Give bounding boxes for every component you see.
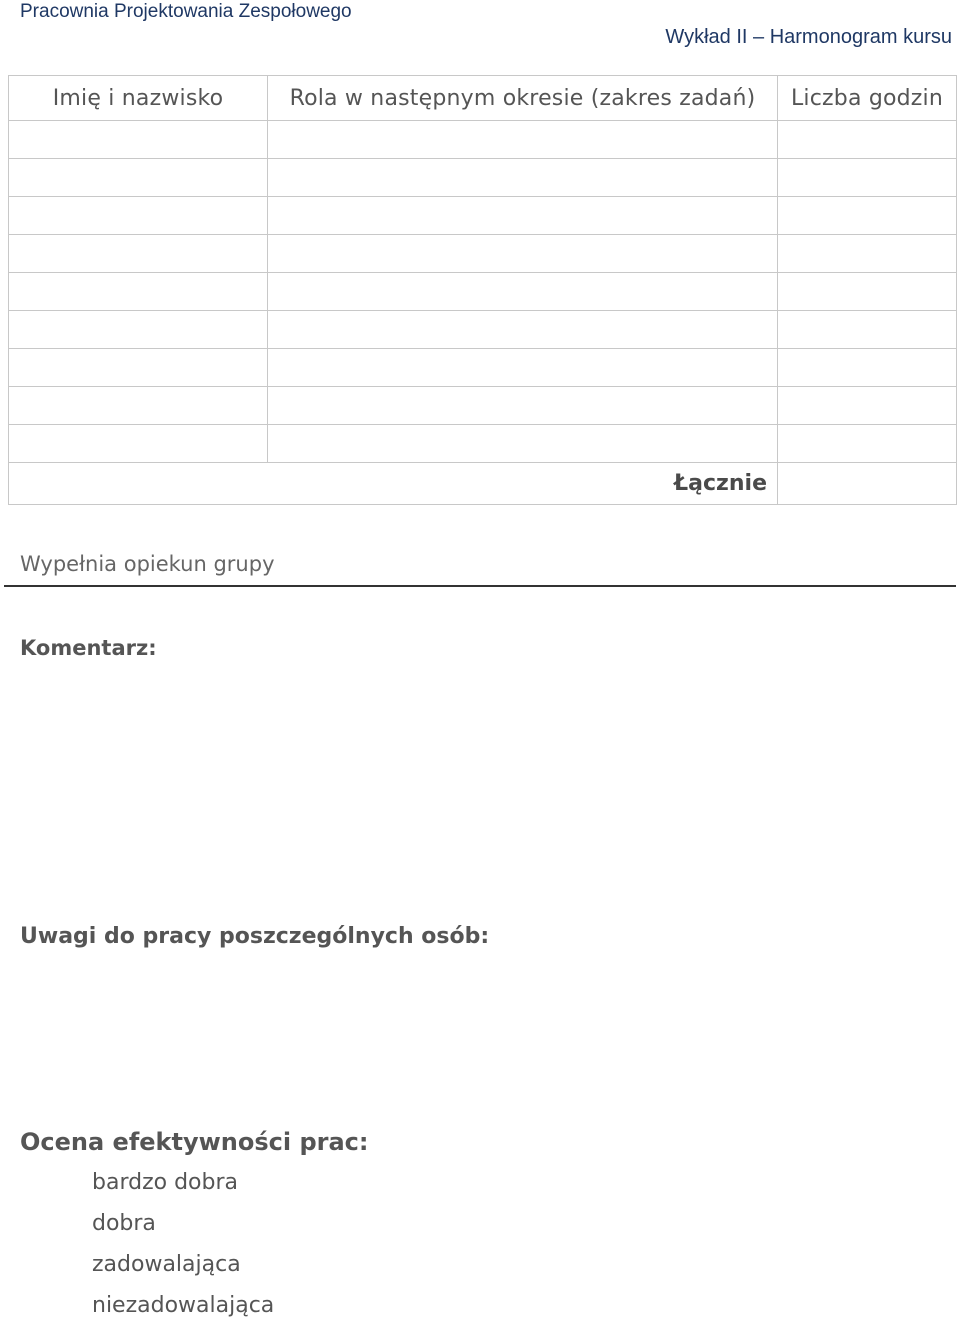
- section-divider: [4, 585, 956, 587]
- total-label: Łącznie: [9, 463, 778, 505]
- name-cell[interactable]: [9, 159, 268, 197]
- role-cell[interactable]: [268, 349, 778, 387]
- table-row: [9, 235, 957, 273]
- hours-cell[interactable]: [778, 197, 957, 235]
- column-header-role: Rola w następnym okresie (zakres zadań): [268, 76, 778, 121]
- name-cell[interactable]: [9, 311, 268, 349]
- column-header-name: Imię i nazwisko: [9, 76, 268, 121]
- table-row: [9, 387, 957, 425]
- filled-by-note: Wypełnia opiekun grupy: [20, 552, 275, 576]
- name-cell[interactable]: [9, 349, 268, 387]
- table-row: [9, 349, 957, 387]
- table-header-row: [9, 76, 957, 121]
- role-cell[interactable]: [268, 387, 778, 425]
- hours-cell[interactable]: [778, 425, 957, 463]
- roles-table: [8, 75, 957, 505]
- hours-cell[interactable]: [778, 349, 957, 387]
- hours-cell[interactable]: [778, 311, 957, 349]
- total-hours-cell[interactable]: [778, 463, 957, 505]
- table-row: [9, 425, 957, 463]
- hours-cell[interactable]: [778, 121, 957, 159]
- hours-cell[interactable]: [778, 273, 957, 311]
- comment-label: Komentarz:: [20, 636, 157, 660]
- table-row: [9, 159, 957, 197]
- hours-cell[interactable]: [778, 387, 957, 425]
- role-cell[interactable]: [268, 273, 778, 311]
- role-cell[interactable]: [268, 159, 778, 197]
- hours-cell[interactable]: [778, 235, 957, 273]
- name-cell[interactable]: [9, 235, 268, 273]
- total-row: [9, 463, 957, 505]
- table-row: [9, 197, 957, 235]
- name-cell[interactable]: [9, 197, 268, 235]
- evaluation-label: Ocena efektywności prac:: [20, 1128, 369, 1156]
- grade-option-good: dobra: [92, 1211, 156, 1236]
- hours-cell[interactable]: [778, 159, 957, 197]
- name-cell[interactable]: [9, 121, 268, 159]
- table-row: [9, 311, 957, 349]
- column-header-hours: Liczba godzin: [778, 76, 957, 121]
- course-name: Pracownia Projektowania Zespołowego: [20, 1, 352, 22]
- role-cell[interactable]: [268, 197, 778, 235]
- role-cell[interactable]: [268, 235, 778, 273]
- remarks-label: Uwagi do pracy poszczególnych osób:: [20, 924, 490, 949]
- table-row: [9, 273, 957, 311]
- role-cell[interactable]: [268, 425, 778, 463]
- lecture-title: Wykład II – Harmonogram kursu: [665, 26, 952, 48]
- role-cell[interactable]: [268, 121, 778, 159]
- name-cell[interactable]: [9, 273, 268, 311]
- name-cell[interactable]: [9, 425, 268, 463]
- role-cell[interactable]: [268, 311, 778, 349]
- grade-option-very-good: bardzo dobra: [92, 1170, 238, 1195]
- table-row: [9, 121, 957, 159]
- grade-option-unsatisfactory: niezadowalająca: [92, 1293, 275, 1318]
- name-cell[interactable]: [9, 387, 268, 425]
- grade-option-satisfactory: zadowalająca: [92, 1252, 241, 1277]
